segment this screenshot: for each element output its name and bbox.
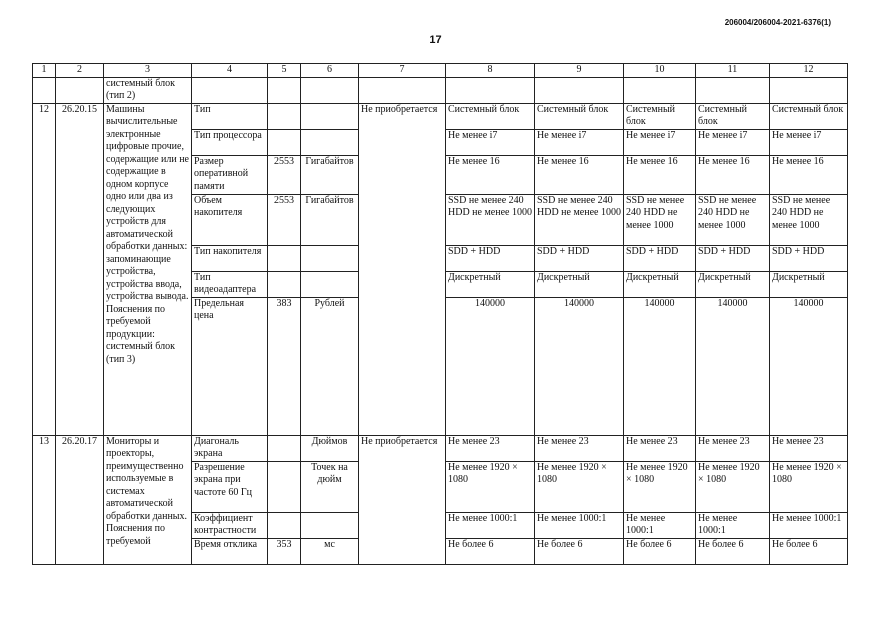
requirements-table <box>32 63 848 565</box>
unit-name: мс <box>301 538 359 564</box>
not-purchased-note: Не приобретается <box>359 435 446 564</box>
unit-name <box>301 512 359 538</box>
characteristic-name: Разрешение экрана при частоте 60 Гц <box>192 461 268 512</box>
characteristic-value: Не менее 16 <box>696 155 770 194</box>
characteristic-value: Системный блок <box>770 103 848 129</box>
product-name-continued: системный блок (тип 2) <box>104 77 192 103</box>
characteristic-value: Системный блок <box>535 103 624 129</box>
characteristic-value: Дискретный <box>624 271 696 297</box>
characteristic-value: Не менее 1000:1 <box>696 512 770 538</box>
okei-code: 383 <box>268 297 301 435</box>
characteristic-value: Не менее 1000:1 <box>535 512 624 538</box>
characteristic-value: Дискретный <box>770 271 848 297</box>
characteristic-name: Коэффициент контрастности <box>192 512 268 538</box>
column-number: 8 <box>446 64 535 78</box>
characteristic-name: Тип видеоадаптера <box>192 271 268 297</box>
characteristic-value: Не менее 16 <box>624 155 696 194</box>
characteristic-value: Не более 6 <box>624 538 696 564</box>
okei-code <box>268 103 301 129</box>
okpd2-code: 26.20.15 <box>56 103 104 435</box>
unit-name <box>301 129 359 155</box>
characteristic-value: SDD + HDD <box>446 245 535 271</box>
unit-name <box>301 245 359 271</box>
column-number: 2 <box>56 64 104 78</box>
characteristic-value: Не менее 1000:1 <box>446 512 535 538</box>
column-number: 7 <box>359 64 446 78</box>
characteristic-value: Не менее 1000:1 <box>624 512 696 538</box>
characteristic-name: Размер оперативной памяти <box>192 155 268 194</box>
column-number: 4 <box>192 64 268 78</box>
characteristic-value: SDD + HDD <box>770 245 848 271</box>
unit-name: Рублей <box>301 297 359 435</box>
okei-code: 353 <box>268 538 301 564</box>
page-number: 17 <box>429 34 442 46</box>
okei-code <box>268 461 301 512</box>
column-number: 9 <box>535 64 624 78</box>
continuation-row <box>33 77 848 103</box>
characteristic-value: Не более 6 <box>446 538 535 564</box>
okei-code <box>268 271 301 297</box>
characteristic-value: Не менее 16 <box>770 155 848 194</box>
unit-name: Гигабайтов <box>301 194 359 245</box>
characteristic-value: SSD не менее 240 HDD не менее 1000 <box>624 194 696 245</box>
characteristic-value: Не менее 1000:1 <box>770 512 848 538</box>
characteristic-value: Не менее 1920 × 1080 <box>446 461 535 512</box>
characteristic-value: Не менее i7 <box>535 129 624 155</box>
characteristic-value: Дискретный <box>696 271 770 297</box>
characteristic-value: Системный блок <box>446 103 535 129</box>
characteristic-value: Не менее 1920 × 1080 <box>535 461 624 512</box>
characteristic-value: Дискретный <box>535 271 624 297</box>
characteristic-name: Время отклика <box>192 538 268 564</box>
column-number: 3 <box>104 64 192 78</box>
column-number: 10 <box>624 64 696 78</box>
characteristic-value: SDD + HDD <box>696 245 770 271</box>
characteristic-value: Не менее i7 <box>696 129 770 155</box>
characteristic-value: SSD не менее 240 HDD не менее 1000 <box>446 194 535 245</box>
characteristic-value: 140000 <box>696 297 770 435</box>
column-number: 12 <box>770 64 848 78</box>
characteristic-value: Не менее 23 <box>535 435 624 461</box>
product-name: Машины вычислительные электронные цифровые прочие, содержащие или не содержащие в одном корпусе одно или два из следующих устройств для автоматической обработки данных: запоминающие устройства, устройства ввода, устройства вывода. Пояснения по требуемой продукции: системный блок (тип 3) <box>104 103 192 435</box>
characteristic-value: Не менее 1920 × 1080 <box>696 461 770 512</box>
characteristic-value: 140000 <box>770 297 848 435</box>
unit-name <box>301 271 359 297</box>
characteristic-value: SDD + HDD <box>535 245 624 271</box>
characteristic-value: Не менее i7 <box>770 129 848 155</box>
okei-code <box>268 435 301 461</box>
spec-row <box>33 435 848 461</box>
document-number: 206004/206004-2021-6376(1) <box>724 18 831 27</box>
characteristic-value: Не менее i7 <box>446 129 535 155</box>
column-number: 5 <box>268 64 301 78</box>
product-name: Мониторы и проекторы, преимущественно используемые в системах автоматической обработки данных. Пояснения по требуемой <box>104 435 192 564</box>
characteristic-value: 140000 <box>624 297 696 435</box>
characteristic-value: 140000 <box>446 297 535 435</box>
not-purchased-note: Не приобретается <box>359 103 446 435</box>
characteristic-value: Системный блок <box>624 103 696 129</box>
characteristic-name: Предельная цена <box>192 297 268 435</box>
column-number: 6 <box>301 64 359 78</box>
okei-code <box>268 245 301 271</box>
characteristic-name: Объем накопителя <box>192 194 268 245</box>
characteristic-value: Не менее 23 <box>770 435 848 461</box>
okei-code: 2553 <box>268 155 301 194</box>
okpd2-code: 26.20.17 <box>56 435 104 564</box>
characteristic-value: Дискретный <box>446 271 535 297</box>
unit-name <box>301 103 359 129</box>
characteristic-value: SSD не менее 240 HDD не менее 1000 <box>535 194 624 245</box>
characteristic-value: Не менее 1920 × 1080 <box>624 461 696 512</box>
characteristic-value: Не более 6 <box>770 538 848 564</box>
okei-code <box>268 512 301 538</box>
characteristic-value: Не менее i7 <box>624 129 696 155</box>
characteristic-value: 140000 <box>535 297 624 435</box>
characteristic-value: Не менее 23 <box>624 435 696 461</box>
characteristic-value: SDD + HDD <box>624 245 696 271</box>
row-number: 13 <box>33 435 56 564</box>
characteristic-name: Тип <box>192 103 268 129</box>
unit-name: Дюймов <box>301 435 359 461</box>
characteristic-name: Тип накопителя <box>192 245 268 271</box>
characteristic-value: Не более 6 <box>535 538 624 564</box>
column-number: 11 <box>696 64 770 78</box>
unit-name: Гигабайтов <box>301 155 359 194</box>
row-number: 12 <box>33 103 56 435</box>
column-number: 1 <box>33 64 56 78</box>
characteristic-value: Не менее 23 <box>446 435 535 461</box>
characteristic-value: Не более 6 <box>696 538 770 564</box>
okei-code <box>268 129 301 155</box>
characteristic-value: Не менее 16 <box>535 155 624 194</box>
okei-code: 2553 <box>268 194 301 245</box>
characteristic-name: Тип процессора <box>192 129 268 155</box>
characteristic-value: SSD не менее 240 HDD не менее 1000 <box>770 194 848 245</box>
characteristic-value: SSD не менее 240 HDD не менее 1000 <box>696 194 770 245</box>
characteristic-value: Не менее 16 <box>446 155 535 194</box>
unit-name: Точек на дюйм <box>301 461 359 512</box>
characteristic-value: Не менее 1920 × 1080 <box>770 461 848 512</box>
characteristic-name: Диагональ экрана <box>192 435 268 461</box>
characteristic-value: Не менее 23 <box>696 435 770 461</box>
characteristic-value: Системный блок <box>696 103 770 129</box>
column-number-row <box>33 64 848 78</box>
spec-row <box>33 103 848 129</box>
